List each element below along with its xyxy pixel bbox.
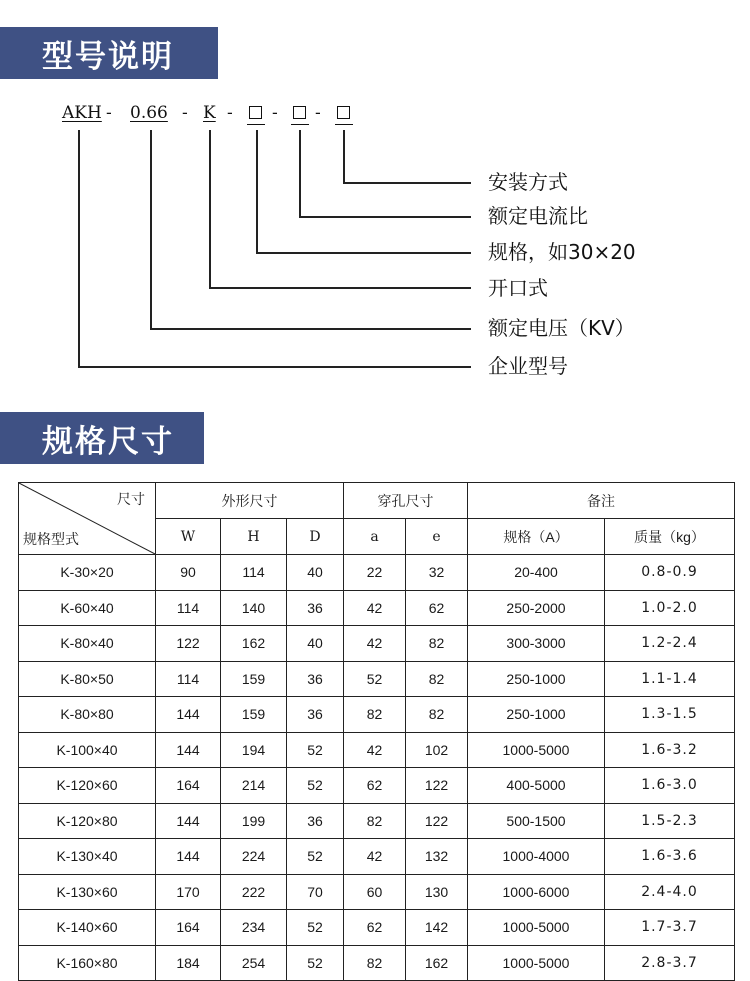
- cell-weight-range: 1.6-3.6: [605, 839, 735, 875]
- cell-current-range: 500-1500: [468, 803, 605, 839]
- cell-a: 82: [344, 945, 406, 981]
- cell-current-range: 1000-5000: [468, 945, 605, 981]
- cell-model: K-80×40: [19, 626, 156, 662]
- cell-d: 52: [287, 910, 344, 946]
- cell-a: 82: [344, 697, 406, 733]
- connector-vertical: [150, 130, 152, 329]
- cell-d: 52: [287, 839, 344, 875]
- cell-a: 52: [344, 661, 406, 697]
- header-a: a: [344, 519, 406, 555]
- code-separator: -: [272, 103, 278, 123]
- header-weight: 质量（kg）: [605, 519, 735, 555]
- cell-w: 114: [156, 590, 221, 626]
- table-row: [19, 590, 735, 626]
- connector-horizontal: [209, 287, 471, 289]
- corner-header-dimension: 尺寸: [117, 491, 145, 507]
- legend-size-spec: 规格，如30×20: [488, 240, 636, 264]
- cell-a: 42: [344, 839, 406, 875]
- cell-h: 222: [221, 874, 287, 910]
- code-part-voltage: 0.66: [130, 103, 168, 123]
- legend-rated-voltage: 额定电压（KV）: [488, 316, 635, 340]
- placeholder-underline: [335, 124, 353, 125]
- cell-d: 36: [287, 697, 344, 733]
- section-title-spec-text: 规格尺寸: [42, 423, 174, 460]
- cell-d: 40: [287, 626, 344, 662]
- cell-model: K-160×80: [19, 945, 156, 981]
- corner-header-cell: [19, 483, 156, 555]
- cell-d: 52: [287, 945, 344, 981]
- header-hole-size: 穿孔尺寸: [344, 483, 468, 519]
- cell-e: 82: [406, 697, 468, 733]
- cell-h: 214: [221, 768, 287, 804]
- cell-current-range: 1000-5000: [468, 910, 605, 946]
- header-d: D: [287, 519, 344, 555]
- table-row: [19, 661, 735, 697]
- table-row: [19, 697, 735, 733]
- header-w: W: [156, 519, 221, 555]
- cell-w: 114: [156, 661, 221, 697]
- connector-horizontal: [256, 252, 471, 254]
- cell-weight-range: 1.6-3.2: [605, 732, 735, 768]
- code-separator: -: [106, 103, 112, 123]
- cell-e: 102: [406, 732, 468, 768]
- cell-weight-range: 1.7-3.7: [605, 910, 735, 946]
- cell-a: 60: [344, 874, 406, 910]
- legend-rated-current-ratio: 额定电流比: [488, 204, 588, 228]
- cell-d: 52: [287, 768, 344, 804]
- code-separator: -: [182, 103, 188, 123]
- connector-horizontal: [78, 366, 471, 368]
- table-row: [19, 945, 735, 981]
- connector-vertical: [256, 130, 258, 253]
- cell-weight-range: 2.4-4.0: [605, 874, 735, 910]
- cell-a: 42: [344, 732, 406, 768]
- table-row: [19, 626, 735, 662]
- code-separator: -: [315, 103, 321, 123]
- cell-weight-range: 0.8-0.9: [605, 555, 735, 591]
- placeholder-box-mount: [337, 106, 350, 119]
- connector-horizontal: [150, 328, 471, 330]
- cell-h: 159: [221, 661, 287, 697]
- cell-a: 82: [344, 803, 406, 839]
- header-current-spec: 规格（A）: [468, 519, 605, 555]
- header-h: H: [221, 519, 287, 555]
- cell-current-range: 250-1000: [468, 697, 605, 733]
- table-row: [19, 910, 735, 946]
- cell-w: 144: [156, 839, 221, 875]
- cell-e: 62: [406, 590, 468, 626]
- cell-current-range: 1000-6000: [468, 874, 605, 910]
- cell-d: 36: [287, 803, 344, 839]
- code-separator: -: [227, 103, 233, 123]
- cell-weight-range: 1.1-1.4: [605, 661, 735, 697]
- cell-e: 122: [406, 803, 468, 839]
- placeholder-underline: [247, 124, 265, 125]
- cell-w: 170: [156, 874, 221, 910]
- cell-e: 82: [406, 626, 468, 662]
- cell-weight-range: 2.8-3.7: [605, 945, 735, 981]
- cell-w: 144: [156, 803, 221, 839]
- cell-h: 114: [221, 555, 287, 591]
- cell-weight-range: 1.3-1.5: [605, 697, 735, 733]
- cell-current-range: 250-1000: [468, 661, 605, 697]
- code-part-company: AKH: [62, 103, 102, 123]
- section-title-spec: [0, 412, 204, 464]
- cell-e: 82: [406, 661, 468, 697]
- cell-h: 224: [221, 839, 287, 875]
- header-outer-size: 外形尺寸: [156, 483, 344, 519]
- cell-model: K-30×20: [19, 555, 156, 591]
- connector-vertical: [343, 130, 345, 183]
- table-row: [19, 768, 735, 804]
- cell-e: 32: [406, 555, 468, 591]
- cell-model: K-60×40: [19, 590, 156, 626]
- cell-model: K-130×40: [19, 839, 156, 875]
- cell-model: K-130×60: [19, 874, 156, 910]
- cell-h: 199: [221, 803, 287, 839]
- placeholder-box-ratio: [293, 106, 306, 119]
- cell-model: K-80×80: [19, 697, 156, 733]
- placeholder-box-size: [249, 106, 262, 119]
- cell-h: 140: [221, 590, 287, 626]
- cell-e: 142: [406, 910, 468, 946]
- table-row: [19, 803, 735, 839]
- cell-model: K-140×60: [19, 910, 156, 946]
- cell-d: 36: [287, 590, 344, 626]
- cell-model: K-120×60: [19, 768, 156, 804]
- cell-a: 22: [344, 555, 406, 591]
- connector-vertical: [78, 130, 80, 367]
- cell-e: 132: [406, 839, 468, 875]
- cell-d: 70: [287, 874, 344, 910]
- cell-w: 184: [156, 945, 221, 981]
- table-row: [19, 874, 735, 910]
- table-row: [19, 555, 735, 591]
- cell-weight-range: 1.6-3.0: [605, 768, 735, 804]
- connector-horizontal: [343, 182, 471, 184]
- spec-table-body: [19, 555, 735, 981]
- connector-vertical: [299, 130, 301, 217]
- cell-h: 194: [221, 732, 287, 768]
- cell-current-range: 400-5000: [468, 768, 605, 804]
- legend-company-model: 企业型号: [488, 354, 568, 378]
- cell-model: K-100×40: [19, 732, 156, 768]
- cell-d: 52: [287, 732, 344, 768]
- cell-h: 234: [221, 910, 287, 946]
- cell-a: 62: [344, 768, 406, 804]
- header-e: e: [406, 519, 468, 555]
- cell-d: 36: [287, 661, 344, 697]
- section-title-model-text: 型号说明: [42, 38, 174, 75]
- cell-e: 162: [406, 945, 468, 981]
- section-title-model: [0, 27, 218, 79]
- cell-current-range: 250-2000: [468, 590, 605, 626]
- cell-a: 62: [344, 910, 406, 946]
- cell-h: 254: [221, 945, 287, 981]
- cell-w: 164: [156, 768, 221, 804]
- cell-w: 164: [156, 910, 221, 946]
- cell-w: 144: [156, 732, 221, 768]
- cell-h: 159: [221, 697, 287, 733]
- cell-d: 40: [287, 555, 344, 591]
- cell-e: 130: [406, 874, 468, 910]
- cell-current-range: 300-3000: [468, 626, 605, 662]
- cell-w: 90: [156, 555, 221, 591]
- cell-weight-range: 1.2-2.4: [605, 626, 735, 662]
- cell-a: 42: [344, 626, 406, 662]
- legend-mount-method: 安装方式: [488, 170, 568, 194]
- placeholder-underline: [291, 124, 309, 125]
- table-row: [19, 732, 735, 768]
- cell-model: K-120×80: [19, 803, 156, 839]
- connector-horizontal: [299, 216, 471, 218]
- cell-weight-range: 1.0-2.0: [605, 590, 735, 626]
- cell-current-range: 1000-4000: [468, 839, 605, 875]
- spec-table: [18, 482, 735, 981]
- cell-weight-range: 1.5-2.3: [605, 803, 735, 839]
- cell-e: 122: [406, 768, 468, 804]
- cell-h: 162: [221, 626, 287, 662]
- cell-current-range: 1000-5000: [468, 732, 605, 768]
- header-remarks: 备注: [468, 483, 735, 519]
- connector-vertical: [209, 130, 211, 288]
- corner-header-model: 规格型式: [23, 531, 79, 547]
- cell-w: 122: [156, 626, 221, 662]
- cell-w: 144: [156, 697, 221, 733]
- legend-open-type: 开口式: [488, 276, 548, 300]
- cell-a: 42: [344, 590, 406, 626]
- cell-model: K-80×50: [19, 661, 156, 697]
- code-part-type: K: [203, 103, 216, 123]
- cell-current-range: 20-400: [468, 555, 605, 591]
- table-row: [19, 839, 735, 875]
